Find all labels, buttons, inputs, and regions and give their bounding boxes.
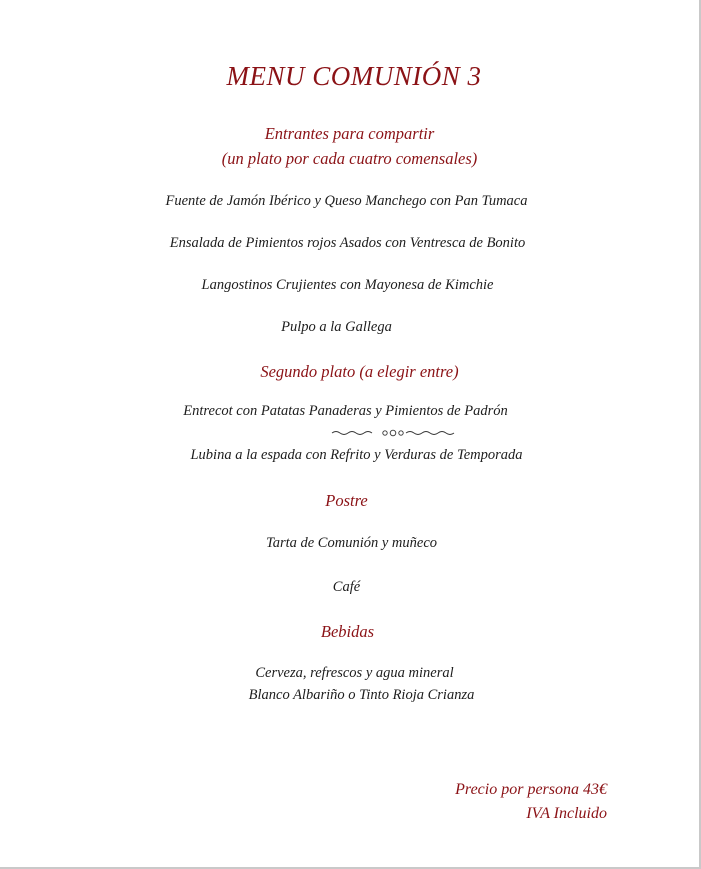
drinks-heading: Bebidas — [320, 622, 375, 641]
dessert-heading: Postre — [325, 491, 368, 510]
main-item: Lubina a la espada con Refrito y Verduras de Temporada — [190, 447, 523, 463]
price-per-person: Precio por persona 43€ — [455, 781, 607, 798]
main-heading: Segundo plato (a elegir entre) — [260, 362, 459, 381]
starter-item: Fuente de Jamón Ibérico y Queso Manchego con Pan Tumaca — [165, 193, 528, 209]
drinks-item: Blanco Albariño o Tinto Rioja Crianza — [248, 687, 475, 703]
starters-heading: Entrantes para compartir — [264, 124, 435, 143]
ornamental-divider — [232, 429, 554, 437]
main-item: Entrecot con Patatas Panaderas y Pimientos de Padrón — [183, 403, 508, 419]
dessert-item: Café — [332, 579, 361, 595]
drinks-item: Cerveza, refrescos y agua mineral — [255, 665, 454, 681]
starters-subheading: (un plato por cada cuatro comensales) — [221, 149, 478, 168]
menu-title: MENU COMUNIÓN 3 — [226, 61, 482, 91]
dessert-item: Tarta de Comunión y muñeco — [265, 535, 438, 551]
tax-note: IVA Incluido — [526, 805, 607, 822]
starter-item: Langostinos Crujientes con Mayonesa de Kimchie — [201, 277, 494, 293]
starter-item: Ensalada de Pimientos rojos Asados con Ventresca de Bonito — [169, 235, 526, 251]
starter-item: Pulpo a la Gallega — [281, 319, 392, 335]
